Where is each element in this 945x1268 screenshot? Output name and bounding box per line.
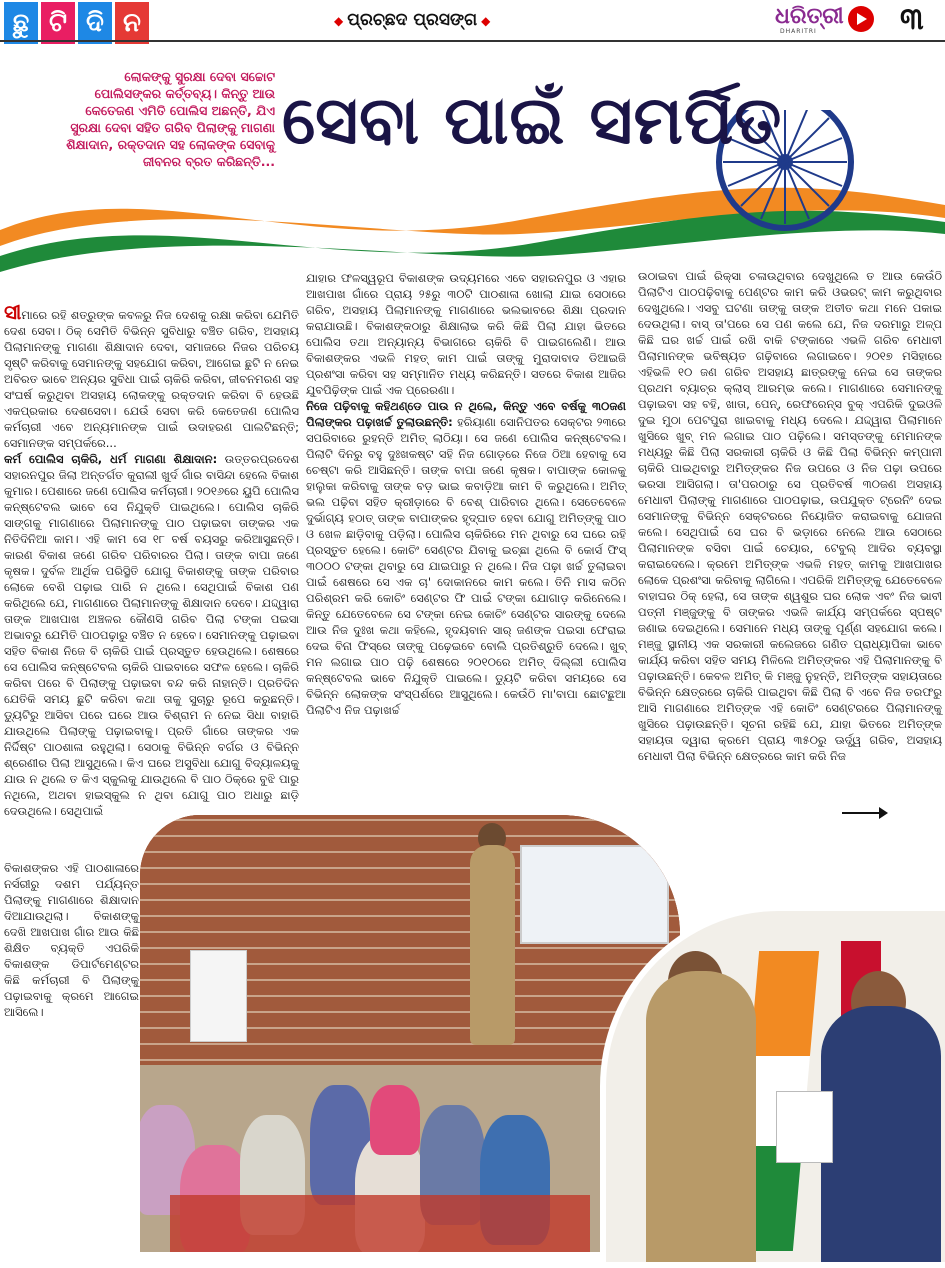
photo-classroom [140,815,680,1252]
subheading: କର୍ମ ପୋଲିସ ଚାକିରି, ଧର୍ମ ମାଗଣା ଶିକ୍ଷାଦାନ: [4,452,218,466]
drop-cap: ସୀ [4,300,22,324]
child [370,1085,420,1155]
rug [170,1195,590,1252]
article-column-3: ଉଠାଇବା ପାଇଁ ରିକ୍ସା ଚଳାଉଥିବାର ଦେଖୁଥିଲେ ତ ଆଉ କେଉଁଠି ପିଲାଟିଏ ପାଠପଢ଼ିବାକୁ ପେଣ୍ଟର କାମ କରି ଓଭରଟ୍ କାମ କରୁଥିବାର ଦେଖୁଥିଲେ। ଏସବୁ ଘଟଣା ତାଙ୍କୁ ତାଙ୍କ ଅତୀତ କଥା ମନେ ପକାଇ ଦେଉଥିଲା। ବାସ୍ ତା'ପରେ ସେ ପଣ କଲେ ଯେ, ନିଜ ଦରମାରୁ ଅଳ୍ପ କିଛି ଘର ଖର୍ଚ୍ଚ ପାଇଁ ରଖି ବାକି ଟଙ୍କାରେ ଏଭଳି ଗରିବ ମେଧାବୀ ପିଲାମାନଙ୍କ ଭବିଷ୍ୟତ ଗଢ଼ିବାରେ ଲଗାଇବେ। ୨୦୧୭ ମସିହାରେ ଏହିଭଳି ୧୦ ଜଣ ଗରିବ ଅସହାୟ ଛାତ୍ରଙ୍କୁ ନେଇ ସେ ତାଙ୍କର ପ୍ରଥମ ବ୍ୟାଚ୍‌ର କ୍ଲାସ୍ ଆରମ୍ଭ କଲେ। ମାଗଣାରେ ସେମାନଙ୍କୁ ପଢ଼ାଇବା ସହ ବହି, ଖାତା, ପେନ୍, ରେଫରେନ୍ସ ବୁକ୍ ଏପରିକି ଦୁଇଓଳି ଦୁଇ ମୁଠା ପେଟପୁରା ଖାଇବାକୁ ମଧ୍ୟ ଦେଲେ। ଯଦ୍ଦ୍ୱାରା ପିଲାମାନେ ଖୁସିରେ ଖୁବ୍ ମନ ଲଗାଇ ପାଠ ପଢ଼ିଲେ। ସମସ୍ତଙ୍କୁ ମେମାନଙ୍କ ମଧ୍ୟରୁ କିଛି ପିଲା ସରକାରୀ ଚାକିରି ଓ କିଛି ପିଲା ବିଭିନ୍ନ କମ୍ପାନୀ ଚାକିରି ପାଇଥିବାରୁ ଅମିତ୍‌ଙ୍କର ନିଜ ଉପରେ ଓ ନିଜ ପଢ଼ା ଉପରେ ଭରସା ଆସିଗଲା। ତା'ପରଠାରୁ ସେ ପ୍ରତିବର୍ଷ ୩୦ଜଣ ଅସହାୟ ମେଧାବୀ ପିଲାଙ୍କୁ ମାଗଣାରେ ପାଠପଢ଼ାଇ, ଉପଯୁକ୍ତ ଟ୍ରେନିଂ ଦେଇ ସେମାନଙ୍କୁ ବିଭିନ୍ନ ସେକ୍ଟରରେ ନିୟୋଜିତ କରାଇବାକୁ ଯୋଜନା କଲେ। ସେଥିପାଇଁ ସେ ଘର ବି ଭଡ଼ାରେ ନେଲେ ଆଉ ସେଠାରେ ପିଲାମାନଙ୍କ ବସିବା ପାଇଁ ଚେୟାର, ଟେବୁଲ୍ ଆଦିର ବ୍ୟବସ୍ଥା କରାଇଦେଲେ। କ୍ରମେ ଅମିତ୍‌ଙ୍କ ଏଭଳି ମହତ୍ କାମକୁ ଆଖପାଖର ଲୋକେ ପ୍ରଶଂସା କରିବାକୁ ଲାଗିଲେ। ଏପରିକି ଅମିତ୍‌ଙ୍କୁ ଯେତେବେଳେ ବାହାଘର ଠିକ୍ ହେଲା, ସେ ତାଙ୍କ ଶ୍ୱଶୁର ଘର ଲୋକ ଏବଂ ନିଜ ଭାବୀ ପତ୍ନୀ ମଞ୍ଜୁଙ୍କୁ ବି ତାଙ୍କର ଏଭଳି କାର୍ଯ୍ୟ ସମ୍ପର୍କରେ ସ୍ପଷ୍ଟ ଜଣାଇ ଦେଇଥିଲେ। ସେମାନେ ମଧ୍ୟ ତାଙ୍କୁ ପୂର୍ଣ୍ଣ ସହଯୋଗ କଲେ। ମଞ୍ଜୁ ସ୍ଥାନୀୟ ଏକ ସରକାରୀ କଲେଜରେ ଗଣିତ ପ୍ରାଧ୍ୟାପିକା ଭାବେ କାର୍ଯ୍ୟ କରିବା ସହିତ ସମୟ ମିଳିଲେ ଅମିତ୍‌ଙ୍କର ଏହି ପିଲାମାନଙ୍କୁ ବି ପଢ଼ାଉଛନ୍ତି। କେବଳ ଅମିତ୍ କି ମଞ୍ଜୁ ନୁହନ୍ତି, ଅମିତ୍‌ଙ୍କ ସହାୟତାରେ ବିଭିନ୍ନ କ୍ଷେତ୍ରରେ ଚାକିରି ପାଇଥିବା କିଛି ପିଲା ବି ଏବେ ନିଜ ତରଫରୁ ଆସି ମାଗଣାରେ ଅମିତ୍‌ଙ୍କ ଏହି କୋଚିଂ ସେଣ୍ଟରରେ ପିଲାମାନଙ୍କୁ ଖୁସିରେ ପଢ଼ାଉଛନ୍ତି। ସୂଚନା ରହିଛି ଯେ, ଯାହା ଭିତରେ ଅମିତ୍‌ଙ୍କ ସହାୟତା ଦ୍ୱାରା କ୍ରମେ ପ୍ରାୟ ୩୫୦ରୁ ଊର୍ଦ୍ଧ୍ୱ ଗରିବ, ଅସହାୟ ମେଧାବୀ ପିଲା ବିଭିନ୍ନ କ୍ଷେତ୍ରରେ କାମ କରି ନିଜ [638,269,942,763]
policeman-teacher [470,845,515,1045]
page-number: ୩ [900,2,924,37]
logo-letter: ଟି [41,2,75,44]
article-column-1-continued: ବିକାଶଙ୍କର ଏହି ପାଠଶାଳାରେ ନର୍ସରୀରୁ ଦଶମ ପର୍ଯ୍ୟନ୍ତ ପିଲାଙ୍କୁ ମାଗଣାରେ ଶିକ୍ଷାଦାନ ଦିଆଯାଉଥିଲା। ବିକାଶଙ୍କୁ ଦେଖି ଆଖପାଖ ଗାଁର ଆଉ କିଛି ଶିକ୍ଷିତ ବ୍ୟକ୍ତି ଏପରିକି ବିକାଶଙ୍କ ଡିପାର୍ଟମେଣ୍ଟର କିଛି କର୍ମଚାରୀ ବି ପିଲାଙ୍କୁ ପଢ଼ାଇବାକୁ କ୍ରମେ ଆଗେଇ ଆସିଲେ। [4,861,139,1019]
header-divider [0,40,945,42]
play-icon [848,6,874,32]
article-column-2 [306,270,626,718]
star-icon: ◆ [481,14,491,28]
logo-letter: ନ [115,2,149,44]
paragraph: ହରିୟାଣା ସୋନିପତର ସେକ୍ଟର ୨୩ରେ ସପରିବାରେ ରୁହନ୍ତି ଅମିତ୍ ଲାଠିୟା। ସେ ଜଣେ ପୋଲିସ କନ୍ଷ୍ଟେବଲ। ପିଲାଟି ଦିନରୁ ବହୁ ଦୁଃଖକଷ୍ଟ ସହି ନିଜ ଗୋଡ଼ରେ ନିଜେ ଠିଆ ହେବାକୁ ସେ ଚେଷ୍ଟା କରି ଆସିଛନ୍ତି। ତାଙ୍କ ବାପା ଜଣେ କୃଷକ। ବାପାଙ୍କ କୋଳକୁ ହାଲୁକା କରିବାକୁ ତାଙ୍କ ବଡ଼ ଭାଇ କବାଡ଼ିଆ କାମ ବି କରୁଥିଲେ। ଅମିତ୍ ଭଲ ପଢ଼ିବା ସହିତ କ୍ରୀଡ଼ାରେ ବି ବେଶ୍ ପାରିବାର ଥିଲେ। ସେତେବେଳେ ଦୁର୍ଭାଗ୍ୟ ହଠାତ୍ ତାଙ୍କ ବାପାଙ୍କର ହୃଦ୍‌ଘାତ ହେବା ଯୋଗୁ ଅମିତ୍‌ଙ୍କୁ ପାଠ ଓ ଖେଳ ଛାଡ଼ିବାକୁ ପଡ଼ିଲା। ପୋଲିସ ଚାକିରିରେ ମନ ଥିବାରୁ ସେ ଘରେ ରହି ପ୍ରସ୍ତୁତ ହେଲେ। କୋଚିଂ ସେଣ୍ଟର ଯିବାକୁ ଇଚ୍ଛା ଥିଲେ ବି କୋର୍ସ ଫିସ୍ ୩୦୦୦ ଟଙ୍କା ଥିବାରୁ ସେ ଯାଇପାରୁ ନ ଥିଲେ। ନିଜ ପଢ଼ା ଖର୍ଚ୍ଚ ତୁଲାଇବା ପାଇଁ ଶେଷରେ ସେ ଏକ ଚା' ଦୋକାନରେ କାମ କଲେ। ତିନି ମାସ କଠିନ ପରିଶ୍ରମ କରି କୋଚିଂ ସେଣ୍ଟର ଫି ପାଇଁ ଟଙ୍କା ଯୋଗାଡ଼ କରିନେଲେ। କିନ୍ତୁ ଯେତେବେଳେ ସେ ଟଙ୍କା ନେଇ କୋଚିଂ ସେଣ୍ଟର ସାରଙ୍କୁ ଦେଲେ ଆଉ ନିଜ ଦୁଃଖ କଥା କହିଲେ, ହୃଦୟବାନ ସାର୍ ଜଣଙ୍କ ପଇସା ଫେରାଇ ଦେଇ ବିନା ଫିସ୍‌ରେ ତାଙ୍କୁ ପଢ଼େଇବେ ବୋଲି ପ୍ରତିଶ୍ରୁତି ଦେଲେ। ଖୁବ୍ ମନ ଲଗାଇ ପାଠ ପଢ଼ି ଶେଷରେ ୨୦୧୦ରେ ଅମିତ୍ ଦିଲ୍ଲୀ ପୋଲିସ କନ୍ଷ୍ଟେବଲ ଭାବେ ନିଯୁକ୍ତି ପାଇଲେ। ଡ୍ୟୁଟି କରିବା ସମୟରେ ସେ ବିଭିନ୍ନ ଲୋକଙ୍କ ସଂସ୍ପର୍ଶରେ ଆସୁଥିଲେ। କେଉଁଠି ମା'ବାପା ଛୋଟଛୁଆ ପିଲାଟିଏ ନିଜ ପଢ଼ାଖର୍ଚ୍ଚ [306,415,627,717]
logo-letter: ଛୁ [4,2,38,44]
paragraph: ଉତ୍ତରପ୍ରଦେଶ ସହାରନପୁର ଜିଲା ଅନ୍ତର୍ଗତ କୁରାଲୀ ଖୁର୍ଦ ଗାଁର ବାସିନ୍ଦା ହେଲେ ବିକାଶ କୁମାର। ପେଶାରେ ଜଣେ ପୋଲିସ କର୍ମଚାରୀ। ୨୦୧୬ରେ ୟୁପି ପୋଲିସ କନ୍ଷ୍ଟେବଲ ଭାବେ ସେ ନିଯୁକ୍ତି ପାଇଥିଲେ। ପୋଲିସ ଚାକିରି ସାଙ୍ଗକୁ ମାଗଣାରେ ପିଲାମାନଙ୍କୁ ପାଠ ପଢ଼ାଇବା ତାଙ୍କର ଏକ ନିତିଦିନିଆ କାମ। ଏହି କାମ ସେ ୧୮ ବର୍ଷ ବୟସରୁ କରିଆସୁଛନ୍ତି। କାରଣ ବିକାଶ ଜଣେ ଗରିବ ପରିବାରର ପିଲା। ତାଙ୍କ ବାପା ଜଣେ କୃଷକ। ଦୁର୍ବଳ ଆର୍ଥିକ ପରିସ୍ଥିତି ଯୋଗୁ ବିକାଶଙ୍କୁ ତାଙ୍କ ପରିବାର ଲୋକେ ବେଶି ପଢ଼ାଇ ପାରି ନ ଥିଲେ। ସେଥିପାଇଁ ବିକାଶ ପଣ କରିଥିଲେ ଯେ, ମାଗଣାରେ ପିଲାମାନଙ୍କୁ ଶିକ୍ଷାଦାନ ଦେବେ। ଯଦ୍ଦ୍ୱାରା ତାଙ୍କ ଆଖପାଖ ଅଞ୍ଚଳର କୌଣସି ଗରିବ ପିଲା ଟଙ୍କା ପଇସା ଅଭାବରୁ ଯେମିତି ପାଠପଢ଼ାରୁ ବଞ୍ଚିତ ନ ହେବେ। ସେମାନଙ୍କୁ ପଢ଼ାଇବା ସହିତ ବିକାଶ ନିଜେ ବି ଚାକିରି ପାଇଁ ପ୍ରସ୍ତୁତ ହେଉଥିଲେ। ଶେଷରେ ସେ ପୋଲିସ କନ୍ଷ୍ଟେବଲ ଚାକିରି ପାଇବାରେ ସଫଳ ହେଲେ। ଚାକିରି କରିବା ପରେ ବି ପିଲାଙ୍କୁ ପଢ଼ାଇବା ବନ୍ଦ କରି ନାହାନ୍ତି। ପ୍ରତିଦିନ ଯେତିକି ସମୟ ଛୁଟି କରିବା କଥା ତାକୁ ସୁଚାରୁ ରୂପେ କରୁଛନ୍ତି। ଡ୍ୟୁଟିରୁ ଆସିବା ପରେ ଘରେ ଆଉ ବିଶ୍ରାମ ନ ନେଇ ସିଧା ବାହାରି ଯାଉଥିଲେ ପିଲାଙ୍କୁ ପଢ଼ାଇବାକୁ। ପ୍ରତି ଗାଁରେ ତାଙ୍କର ଏକ ନିର୍ଦ୍ଦିଷ୍ଟ ପାଠଶାଳା ରହୁଥିଲା। ସେଠାକୁ ବିଭିନ୍ନ ବର୍ଗର ଓ ବିଭିନ୍ନ ଶ୍ରେଣୀର ପିଲା ଆସୁଥିଲେ। କିଏ ଘରେ ଅସୁବିଧା ଯୋଗୁ ବିଦ୍ୟାଳୟକୁ ଯାଉ ନ ଥିଲେ ତ କିଏ ସ୍କୁଲକୁ ଯାଉଥିଲେ ବି ପାଠ ଠିକ୍‌ରେ ବୁଝି ପାରୁ ନଥିଲେ, ଅଥବା ହାଇସ୍କୁଲ ନ ଥିବା ଯୋଗୁ ପାଠ ଅଧାରୁ ଛାଡ଼ି ଦେଉଥିଲେ। ସେଥିପାଇଁ [4,452,299,818]
continue-arrow-icon [842,812,886,814]
paragraph: ଯାହାର ଫଳସ୍ୱରୂପ ବିକାଶଙ୍କ ଉଦ୍ୟମରେ ଏବେ ସହାରନପୁର ଓ ଏହାର ଆଖପାଖ ଗାଁରେ ପ୍ରାୟ ୨୫ରୁ ୩୦ଟି ପାଠଶାଳା ଖୋଲା ଯାଇ ସେଠାରେ ଗରିବ, ଅସହାୟ ପିଲାମାନଙ୍କୁ ମାଗଣାରେ ଭଲଭାବରେ ଶିକ୍ଷା ପ୍ରଦାନ କରାଯାଉଛି। ବିକାଶଙ୍କଠାରୁ ଶିକ୍ଷାଲାଭ କରି କିଛି ପିଲା ଯାହା ଭିତରେ ପୋଲିସ ତଥା ଅନ୍ୟାନ୍ୟ ବିଭାଗରେ ଚାକିରି ବି ପାଇଗଲେଣି। ଆଉ ବିକାଶଙ୍କର ଏଭଳି ମହତ୍ କାମ ପାଇଁ ତାଙ୍କୁ ମୁରାଦାବାଦ ଡିଆଇଜି ପ୍ରଶଂସା କରିବା ସହ ସମ୍ମାନିତ ମଧ୍ୟ କରିଛନ୍ତି। ସତରେ ବିକାଶ ଆଜିର ଯୁବପିଢ଼ିଙ୍କ ପାଇଁ ଏକ ପ୍ରେରଣା। [306,271,626,397]
lead-text: ଲୋକଙ୍କୁ ସୁରକ୍ଷା ଦେବା ସଚ୍ଚୋଟ ପୋଲିସଙ୍କର କର୍ତ୍ତବ୍ୟ। କିନ୍ତୁ ଆଉ କେତେଜଣ ଏମିତି ପୋଲିସ ଅଛନ୍ତି, ଯିଏ ସୁରକ୍ଷା ଦେବା ସହିତ ଗରିବ ପିଲାଙ୍କୁ ମାଗଣା ଶିକ୍ଷାଦାନ, ରକ୍ତଦାନ ସହ ଲୋକଙ୍କ ସେବାକୁ ଜୀବନର ବ୍ରତ କରିଛନ୍ତି... [66,69,275,169]
newspaper-brand-sub: DHARITRI [780,28,817,35]
newspaper-brand: ଧରିତ୍ରୀ [775,4,844,29]
certificate [776,1091,833,1163]
star-icon: ◆ [334,14,344,28]
paragraph: ମାରେ ରହି ଶତ୍ରୁଙ୍କ କବଳରୁ ନିଜ ଦେଶକୁ ରକ୍ଷା କରିବା ଯେମିତି ଦେଶ ସେବା। ଠିକ୍ ସେମିତି ବିଭିନ୍ନ ସୁବିଧାରୁ ବଞ୍ଚିତ ଗରିବ, ଅସହାୟ ପିଲାମାନଙ୍କୁ ମାଗଣା ଶିକ୍ଷାଦାନ ଦେବା, ସମାଜରେ ନିଜର ପରିଚୟ ସୃଷ୍ଟି କରିବାକୁ ସେମାନଙ୍କୁ ସହଯୋଗ କରିବା, ଆଗେଇ ଛୁଟି ନ ନେଇ ଅବିରତ ଭାବେ ଅନ୍ୟର ସୁବିଧା ପାଇଁ ଚାକିରି କରିବା, ଜୀବନମରଣ ସହ ସଂଘର୍ଷ କରୁଥିବା ଅସହାୟ ଲୋକଙ୍କୁ ରକ୍ତଦାନ କରିବା ବି ହେଉଛି ଏକପ୍ରକାର ଦେଶସେବା। ଯେଉଁ ସେବା କରି କେତେଜଣ ପୋଲିସ କର୍ମଚାରୀ ଏବେ ଅନ୍ୟମାନଙ୍କ ପାଇଁ ଉଦାହରଣ ପାଲଟିଛନ୍ତି; ସେମାନଙ୍କ ସମ୍ପର୍କରେ... [4,308,299,450]
police-officer [646,971,756,1268]
photo-felicitation [600,905,945,1268]
headline: ସେବା ପାଇଁ ସମର୍ପିତ [282,82,783,159]
article-column-1 [4,300,299,819]
small-board [190,950,247,1042]
section-title-text: ପ୍ରଚ୍ଛଦ ପ୍ରସଙ୍ଗ [347,10,478,30]
whiteboard [520,845,669,944]
logo-letter: ଦି [78,2,112,44]
section-title [330,10,494,30]
subheading: ନିଜେ ପଢ଼ିବାକୁ କହିଥଣ୍ଡେ ପାଉ ନ ଥିଲେ, କିନ୍ତୁ ଏବେ ବର୍ଷକୁ ୩୦ଜଣ ପିଲାଙ୍କର ପଢ଼ାଖର୍ଚ୍ଚ ତୁଲାଉଛନ୍ତି: [306,399,626,429]
section-logo [4,2,149,44]
senior-officer [821,1006,941,1266]
